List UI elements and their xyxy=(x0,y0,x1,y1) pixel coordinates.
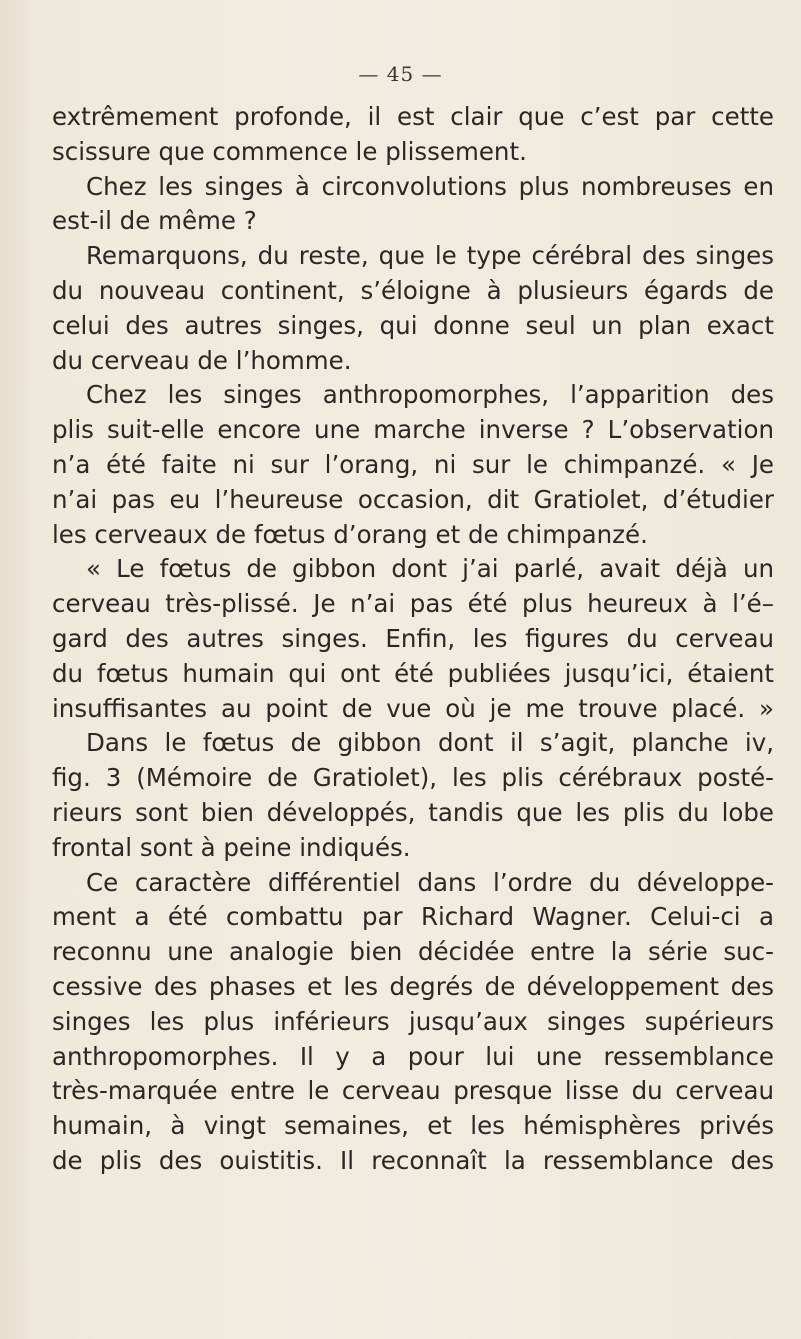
text-line: reconnu une analogie bien décidée entre la série suc- xyxy=(52,937,774,967)
text-line: du fœtus humain qui ont été publiées jusqu’ici, étaient xyxy=(52,658,774,688)
text-line: singes les plus inférieurs jusqu’aux singes supérieurs xyxy=(52,1006,774,1036)
text-line: Dans le fœtus de gibbon dont il s’agit, planche iv, xyxy=(86,728,774,758)
text-line: du cerveau de l’homme. xyxy=(52,345,352,375)
text-line: du nouveau continent, s’éloigne à plusieurs égards de xyxy=(52,275,774,305)
text-line: fig. 3 (Mémoire de Gratiolet), les plis cérébraux posté- xyxy=(52,763,774,793)
page-number: — 45 — xyxy=(358,62,443,86)
text-line: Ce caractère différentiel dans l’ordre du développe- xyxy=(86,867,774,897)
text-line: les cerveaux de fœtus d’orang et de chimpanzé. xyxy=(52,519,648,549)
body-text xyxy=(52,100,774,1179)
text-line: humain, à vingt semaines, et les hémisphères privés xyxy=(52,1111,774,1141)
text-line: anthropomorphes. Il y a pour lui une ressemblance xyxy=(52,1041,774,1071)
text-line: ment a été combattu par Richard Wagner. Celui-ci a xyxy=(52,902,774,932)
text-line: Chez les singes à circonvolutions plus nombreuses en xyxy=(86,171,774,201)
text-line: Remarquons, du reste, que le type cérébral des singes xyxy=(86,241,774,271)
text-line: cessive des phases et les degrés de développement des xyxy=(52,971,774,1001)
text-line: n’a été faite ni sur l’orang, ni sur le chimpanzé. « Je xyxy=(52,449,774,479)
text-line: frontal sont à peine indiqués. xyxy=(52,832,411,862)
text-line: cerveau très-plissé. Je n’ai pas été plus heureux à l’é– xyxy=(52,589,774,619)
text-line: « Le fœtus de gibbon dont j’ai parlé, avait déjà un xyxy=(86,554,774,584)
text-line: est-il de même ? xyxy=(52,206,257,236)
text-line: très-marquée entre le cerveau presque lisse du cerveau xyxy=(52,1076,774,1106)
text-line: celui des autres singes, qui donne seul un plan exact xyxy=(52,310,774,340)
text-line: insuffisantes au point de vue où je me trouve placé. » xyxy=(52,693,774,723)
text-line: n’ai pas eu l’heureuse occasion, dit Gratiolet, d’étudier xyxy=(52,484,774,514)
text-line: plis suit-elle encore une marche inverse ? L’observation xyxy=(52,415,774,445)
text-line: scissure que commence le plissement. xyxy=(52,136,527,166)
text-line: Chez les singes anthropomorphes, l’apparition des xyxy=(86,380,774,410)
text-line: extrêmement profonde, il est clair que c’est par cette xyxy=(52,102,774,131)
text-line: gard des autres singes. Enfin, les figures du cerveau xyxy=(52,623,774,653)
text-line: de plis des ouistitis. Il reconnaît la ressemblance des xyxy=(52,1145,774,1175)
text-line: rieurs sont bien développés, tandis que les plis du lobe xyxy=(52,797,774,827)
